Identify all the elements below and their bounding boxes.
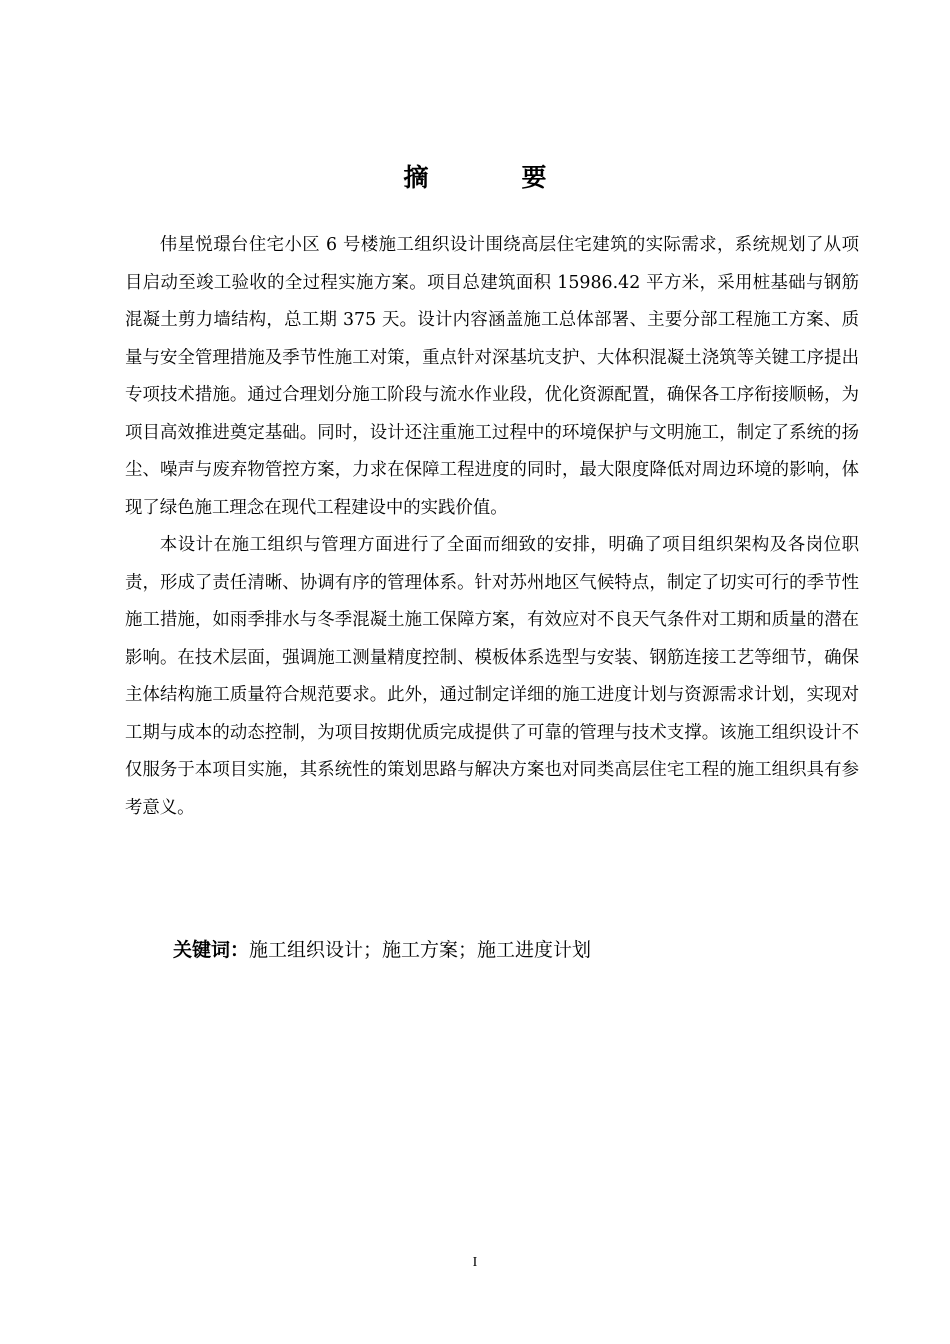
keywords-label: 关键词： [173, 939, 250, 961]
keywords-line [173, 933, 591, 967]
keywords-text: 施工组织设计；施工方案；施工进度计划 [249, 939, 592, 961]
page-number: I [472, 1255, 478, 1270]
abstract-paragraph-1: 伟星悦璟台住宅小区 6 号楼施工组织设计围绕高层住宅建筑的实际需求，系统规划了从项目启动至竣工验收的全过程实施方案。项目总建筑面积 15986.42 平方米，采用桩基础与钢筋混凝土剪力墙结构，总工期 375 天。设计内容涵盖施工总体部署、主要分部工程施工方案、质量与安全管理措施及季节性施工对策，重点针对深基坑支护、大体积混凝土浇筑等关键工序提出专项技术措施。通过合理划分施工阶段与流水作业段，优化资源配置，确保各工序衔接顺畅，为项目高效推进奠定基础。同时，设计还注重施工过程中的环境保护与文明施工，制定了系统的扬尘、噪声与废弃物管控方案，力求在保障工程进度的同时，最大限度降低对周边环境的影响，体现了绿色施工理念在现代工程建设中的实践价值。 [125, 235, 859, 518]
abstract-body [125, 227, 859, 827]
abstract-paragraph-2: 本设计在施工组织与管理方面进行了全面而细致的安排，明确了项目组织架构及各岗位职责，形成了责任清晰、协调有序的管理体系。针对苏州地区气候特点，制定了切实可行的季节性施工措施，如雨季排水与冬季混凝土施工保障方案，有效应对不良天气条件对工期和质量的潜在影响。在技术层面，强调施工测量精度控制、模板体系选型与安装、钢筋连接工艺等细节，确保主体结构施工质量符合规范要求。此外，通过制定详细的施工进度计划与资源需求计划，实现对工期与成本的动态控制，为项目按期优质完成提供了可靠的管理与技术支撑。该施工组织设计不仅服务于本项目实施，其系统性的策划思路与解决方案也对同类高层住宅工程的施工组织具有参考意义。 [125, 535, 859, 818]
abstract-title: 摘 要 [403, 163, 581, 192]
